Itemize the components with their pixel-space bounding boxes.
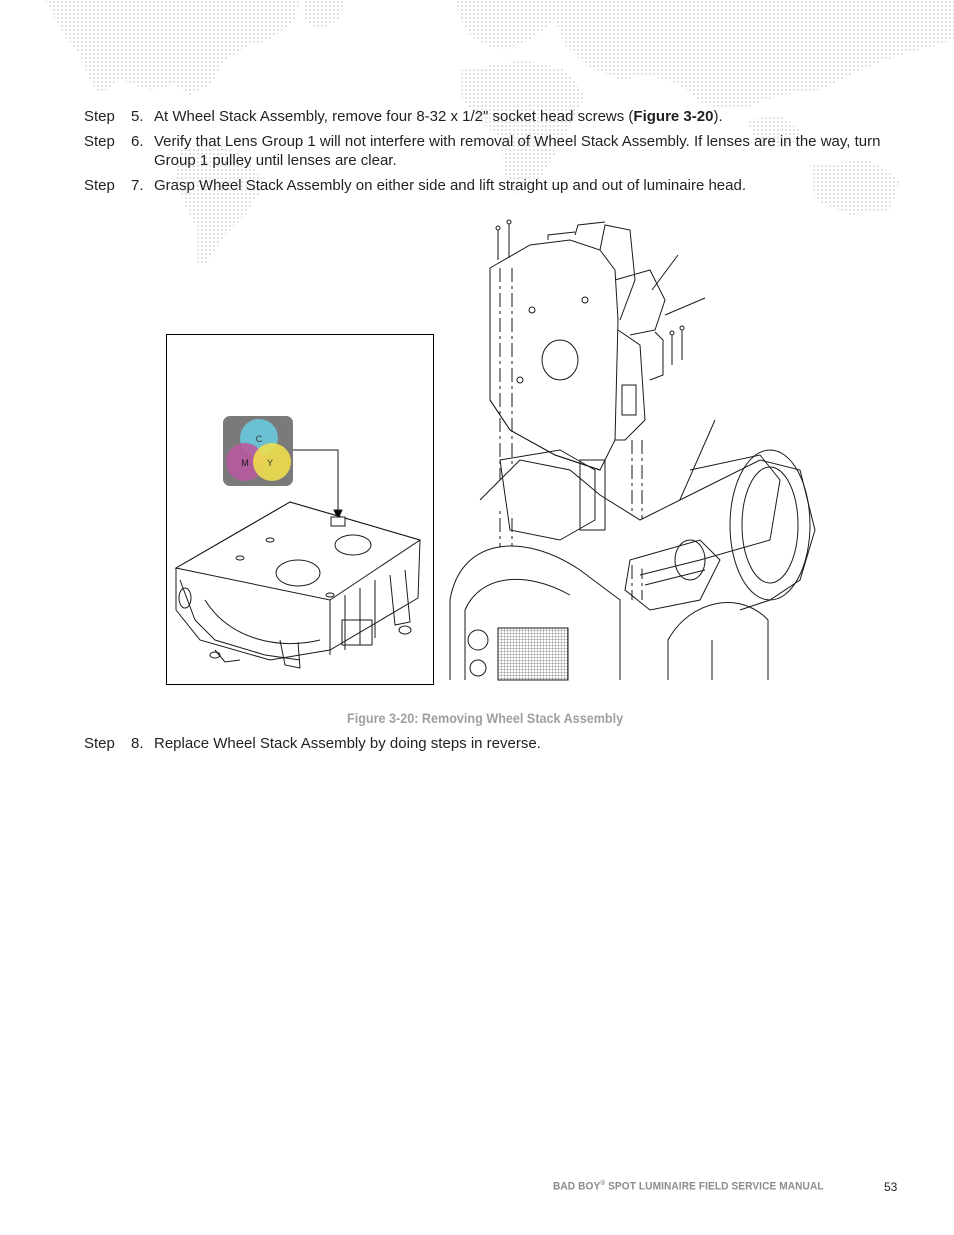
yellow-label: Y <box>266 458 274 468</box>
luminaire-head-drawing <box>450 220 815 680</box>
step-number: 7. <box>131 177 144 194</box>
step-text: Replace Wheel Stack Assembly by doing steps in reverse. <box>154 735 541 752</box>
step-text: At Wheel Stack Assembly, remove four 8-32 x 1/2" socket head screws (Figure 3-20). <box>154 108 723 125</box>
step-word: Step <box>84 133 115 150</box>
step-word: Step <box>84 177 115 194</box>
step-number: 8. <box>131 735 144 752</box>
figure-reference: Figure 3-20 <box>633 108 714 125</box>
step-word: Step <box>84 735 115 752</box>
step-number: 5. <box>131 108 144 125</box>
step-text: Grasp Wheel Stack Assembly on either side and lift straight up and out of luminaire head. <box>154 177 746 194</box>
magenta-label: M <box>241 458 249 468</box>
step-text: Verify that Lens Group 1 will not interfere with removal of Wheel Stack Assembly. If lenses are in the way, turn Group 1 pulley until lenses are clear. <box>154 133 881 169</box>
figure-caption: Figure 3-20: Removing Wheel Stack Assembly <box>347 710 624 726</box>
step-number: 6. <box>131 133 144 150</box>
page-number: 53 <box>884 1180 898 1194</box>
cyan-label: C <box>255 434 263 444</box>
step-word: Step <box>84 108 115 125</box>
step-8 <box>84 734 894 759</box>
footer-manual-title: BAD BOY® SPOT LUMINAIRE FIELD SERVICE MANUAL <box>553 1180 824 1193</box>
cmy-color-badge <box>223 416 293 486</box>
